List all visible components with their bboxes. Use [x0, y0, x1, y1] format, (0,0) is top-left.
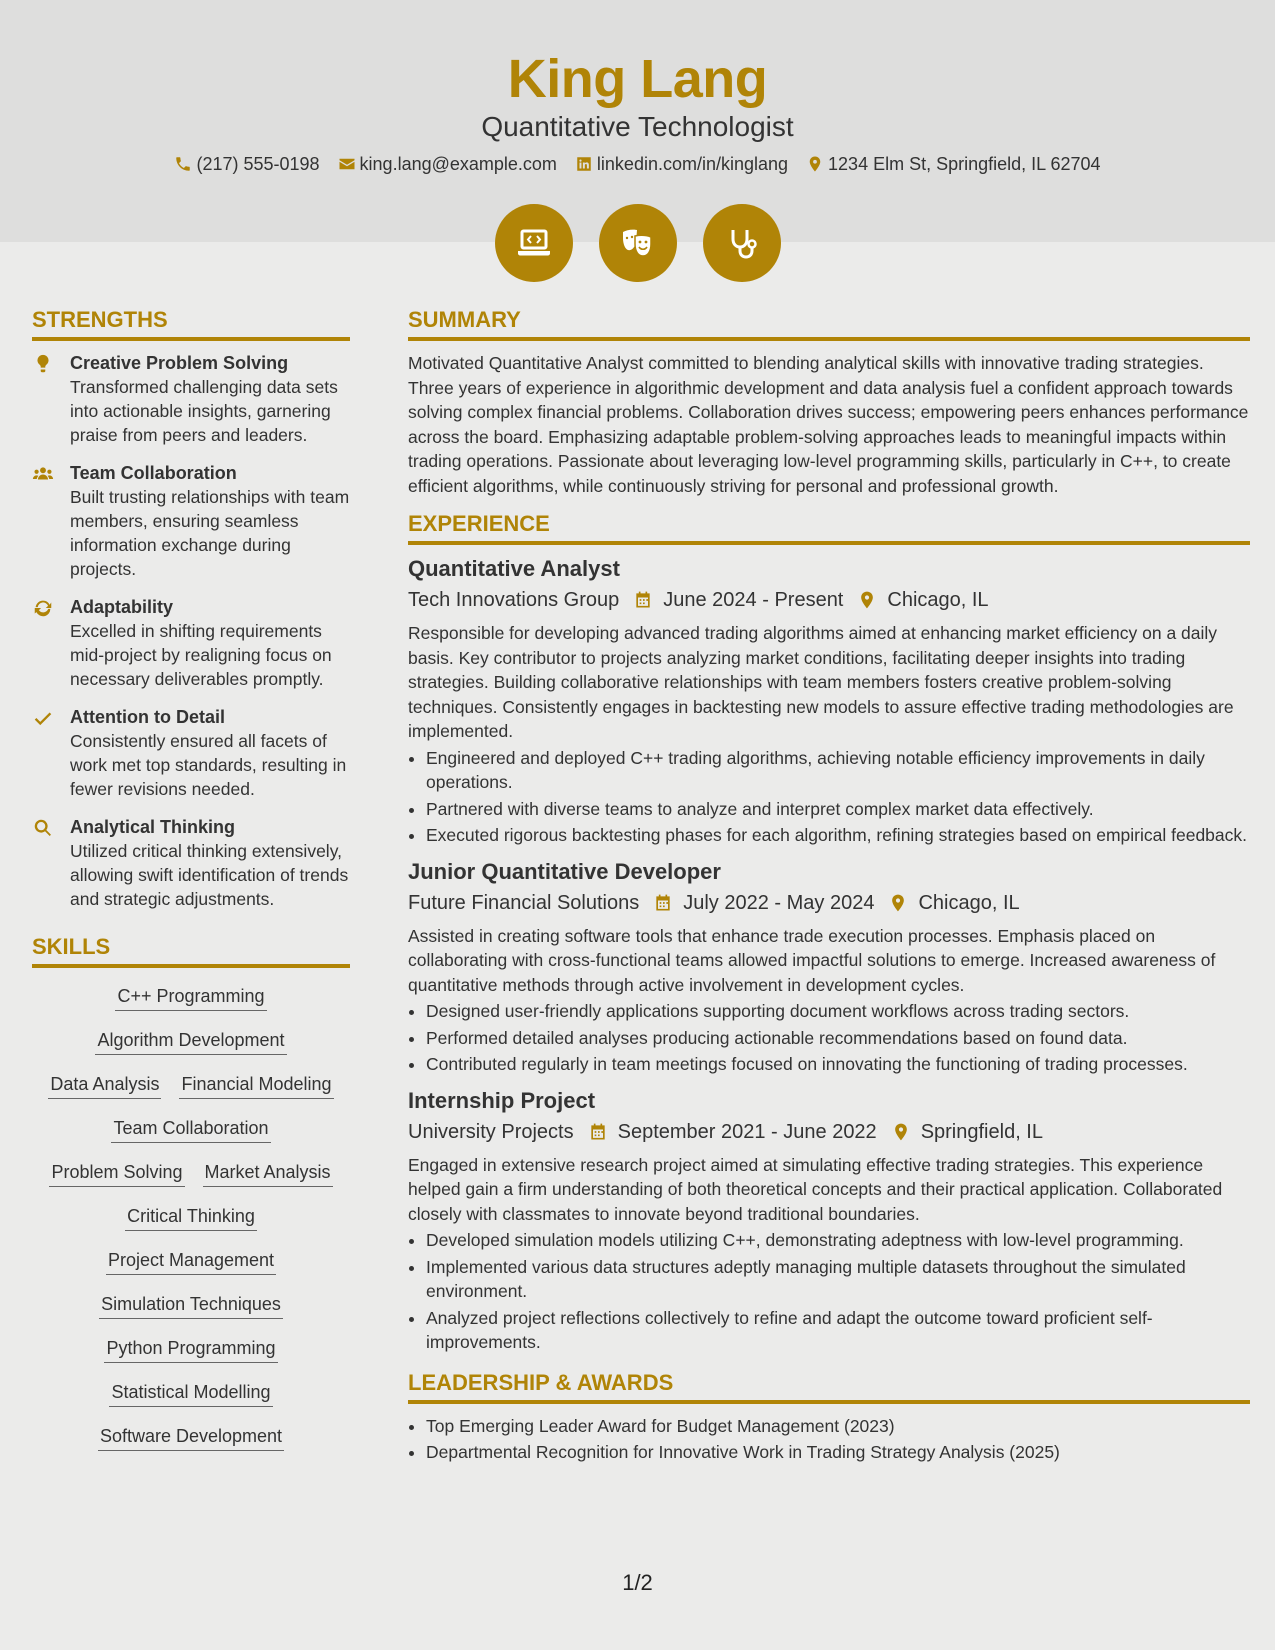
strengths-heading: STRENGTHS: [32, 306, 350, 341]
job-location: Springfield, IL: [920, 1120, 1043, 1143]
list-item: • Top Emerging Leader Award for Budget Management (2023): [426, 1414, 1250, 1439]
job-description: Responsible for developing advanced trading algorithms aimed at enhancing market efficiency on a daily basis. Key contributor to projects analyzing market conditions, facilitating deeper insights into trading strategies. Building collaborative relationships with team members fosters creative problem-solving techniques. Consistently engages in backtesting new models to assure effective trading methodologies are implemented.: [408, 623, 1234, 741]
job-location: Chicago, IL: [918, 891, 1020, 914]
contact-linkedin-text[interactable]: linkedin.com/in/kinglang: [596, 154, 789, 174]
experience-heading: EXPERIENCE: [408, 510, 1250, 545]
laptop-code-icon: [514, 223, 554, 263]
contact-linkedin[interactable]: [575, 152, 788, 176]
skill-tag: Software Development: [98, 1424, 284, 1451]
lightbulb-icon: [32, 353, 54, 375]
job-description: Engaged in extensive research project aimed at simulating effective trading strategies. This experience helped gain a firm understanding of both theoretical concepts and their practical application. Collaborated closely with classmates to innovate beyond traditional boundaries.: [408, 1154, 1223, 1224]
strength-title: Analytical Thinking: [70, 817, 236, 837]
skills-list: [32, 978, 350, 1451]
strength-title: Adaptability: [70, 597, 174, 617]
search-icon: [32, 817, 54, 839]
job-meta: [408, 1118, 1250, 1146]
job-bullets: [408, 999, 1250, 1077]
summary-text: Motivated Quantitative Analyst committed to blending analytical skills with innovative trading strategies. Three years of experience in algorithmic development and data analysis fuel a confident approach towards solving complex financial problems. Collaboration drives success; empowering peers enhances performance across the board. Emphasizing adaptable problem-solving approaches leads to meaningful impacts within trading operations. Passionate about leveraging low-level programming skills, particularly in C++, to create efficient algorithms, while continuously striving for personal and professional growth.: [408, 353, 1249, 496]
envelope-icon: [338, 155, 356, 173]
location-pin-icon: [806, 155, 824, 173]
skill-tag: Algorithm Development: [95, 1028, 286, 1055]
skill-tag: Statistical Modelling: [109, 1380, 272, 1407]
strength-title: Attention to Detail: [70, 707, 225, 727]
contact-address: [806, 152, 1101, 176]
job-title: Quantitative Analyst: [408, 556, 620, 581]
sync-icon: [32, 597, 54, 619]
strength-desc: Transformed challenging data sets into actionable insights, garnering praise from peers and leaders.: [70, 377, 338, 445]
list-item: • Performed detailed analyses producing actionable recommendations based on found data.: [426, 1026, 1250, 1051]
list-item: • Developed simulation models utilizing C++, demonstrating adeptness with low-level programming.: [426, 1228, 1250, 1253]
list-item: • Analyzed project reflections collectively to refine and adapt the outcome toward proficient self-improvements.: [426, 1306, 1250, 1355]
list-item: • Contributed regularly in team meetings focused on innovating the functioning of trading processes.: [426, 1052, 1250, 1077]
skill-tag: Data Analysis: [48, 1072, 161, 1099]
skill-tag: Financial Modeling: [179, 1072, 333, 1099]
contact-phone-text: (217) 555-0198: [196, 154, 320, 174]
job-entry: [408, 555, 1250, 848]
summary-heading: SUMMARY: [408, 306, 1250, 341]
candidate-name: King Lang: [507, 49, 768, 109]
list-item: • Partnered with diverse teams to analyze and interpret complex market data effectively.: [426, 797, 1250, 822]
list-item: • Engineered and deployed C++ trading algorithms, achieving notable efficiency improvements in daily operations.: [426, 746, 1250, 795]
badge-stethoscope: [703, 204, 781, 282]
theater-masks-icon: [618, 223, 658, 263]
list-item: • Departmental Recognition for Innovative Work in Trading Strategy Analysis (2025): [426, 1440, 1250, 1465]
skill-tag: Critical Thinking: [125, 1204, 257, 1231]
strength-title: Team Collaboration: [70, 463, 237, 483]
page-number: 1/2: [622, 1570, 653, 1595]
job-company: University Projects: [408, 1120, 574, 1143]
job-dates: July 2022 - May 2024: [683, 891, 875, 914]
job-meta: [408, 889, 1250, 917]
right-column: [408, 306, 1250, 1467]
skill-tag: Team Collaboration: [111, 1116, 270, 1143]
strength-desc: Built trusting relationships with team members, ensuring seamless information exchange during projects.: [70, 487, 350, 579]
awards-heading: LEADERSHIP & AWARDS: [408, 1369, 1250, 1404]
calendar-icon: [588, 1122, 608, 1142]
skills-heading: SKILLS: [32, 933, 350, 968]
job-entry: [408, 1087, 1250, 1355]
strength-desc: Utilized critical thinking extensively, allowing swift identification of trends and strategic adjustments.: [70, 841, 349, 909]
left-column: [32, 306, 350, 1451]
job-bullets: [408, 1228, 1250, 1355]
strength-item: [32, 595, 350, 691]
check-icon: [32, 707, 54, 729]
skill-tag: C++ Programming: [115, 984, 266, 1011]
job-title: Internship Project: [408, 1087, 596, 1113]
location-pin-icon: [891, 1122, 911, 1142]
stethoscope-icon: [722, 223, 762, 263]
strength-item: [32, 815, 350, 911]
skill-tag: Simulation Techniques: [99, 1292, 283, 1319]
job-meta: [408, 586, 1250, 614]
contact-phone: [174, 152, 319, 176]
skill-tag: Market Analysis: [203, 1160, 333, 1187]
location-pin-icon: [888, 893, 908, 913]
list-item: • Implemented various data structures adeptly managing multiple datasets throughout the simulated environment.: [426, 1255, 1250, 1304]
job-company: Future Financial Solutions: [408, 891, 640, 914]
calendar-icon: [633, 590, 653, 610]
list-item: • Designed user-friendly applications supporting document workflows across trading sectors.: [426, 999, 1250, 1024]
location-pin-icon: [857, 590, 877, 610]
job-title: Junior Quantitative Developer: [408, 858, 721, 884]
calendar-icon: [653, 893, 673, 913]
skill-tag: Project Management: [106, 1248, 276, 1275]
badge-masks: [599, 204, 677, 282]
phone-icon: [174, 155, 192, 173]
skill-tag: Python Programming: [104, 1336, 277, 1363]
strength-desc: Consistently ensured all facets of work met top standards, resulting in fewer revisions needed.: [70, 731, 347, 799]
strength-item: [32, 705, 350, 801]
contact-address-text: 1234 Elm St, Springfield, IL 62704: [828, 154, 1101, 174]
strength-desc: Excelled in shifting requirements mid-project by realigning focus on necessary deliverables promptly.: [70, 621, 332, 689]
job-dates: September 2021 - June 2022: [617, 1120, 877, 1143]
job-company: Tech Innovations Group: [408, 589, 620, 611]
job-description: Assisted in creating software tools that enhance trade execution processes. Emphasis placed on collaborating with cross-functional teams allowed impactful solutions to emerge. Increased awareness of quantitative methods through active involvement in development cycles.: [408, 925, 1216, 995]
contact-email[interactable]: [338, 152, 557, 176]
strength-title: Creative Problem Solving: [70, 353, 289, 373]
awards-list: [408, 1414, 1250, 1465]
list-item: • Executed rigorous backtesting phases for each algorithm, refining strategies based on empirical feedback.: [426, 823, 1250, 848]
job-entry: [408, 858, 1250, 1077]
linkedin-icon: [575, 155, 593, 173]
contact-row: [0, 152, 1275, 176]
skill-tag: Problem Solving: [49, 1160, 184, 1187]
job-dates: June 2024 - Present: [663, 589, 844, 611]
job-location: Chicago, IL: [887, 589, 989, 611]
users-icon: [32, 463, 54, 485]
candidate-title: Quantitative Technologist: [481, 111, 794, 142]
job-bullets: [408, 746, 1250, 848]
strength-item: [32, 351, 350, 447]
badge-row: [0, 204, 1275, 282]
badge-laptop: [495, 204, 573, 282]
contact-email-text[interactable]: king.lang@example.com: [359, 154, 557, 174]
strength-item: [32, 461, 350, 581]
